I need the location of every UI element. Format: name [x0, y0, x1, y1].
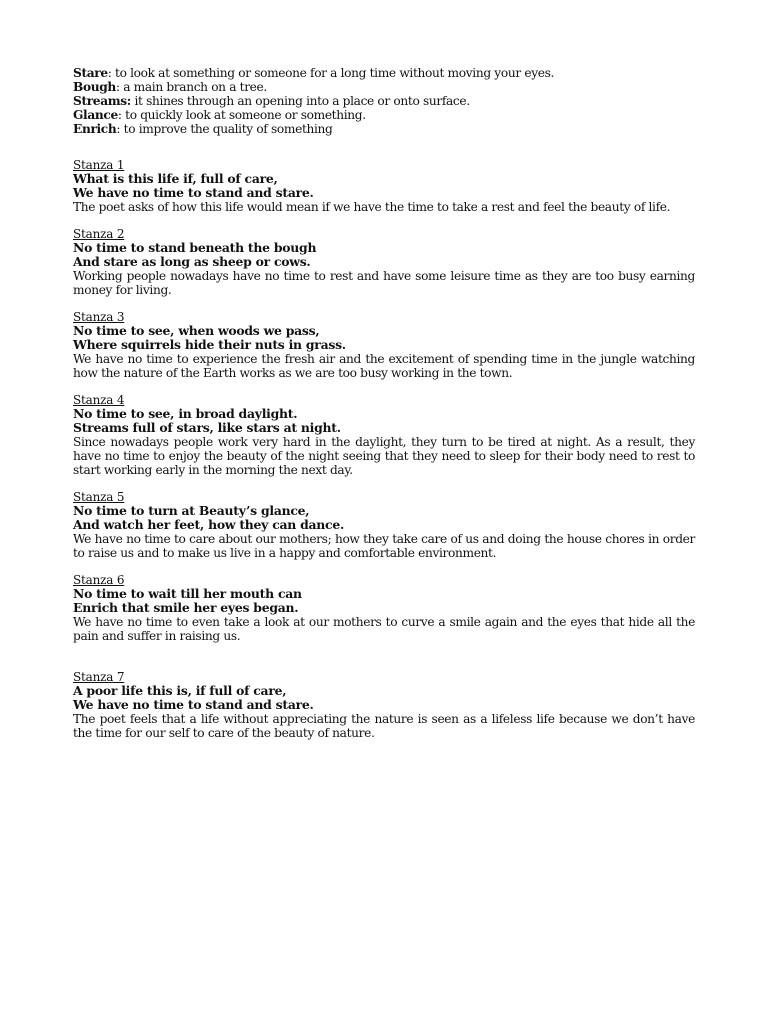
stanza-heading: Stanza 4	[73, 393, 125, 407]
verse-line: Streams full of stars, like stars at night.	[73, 420, 341, 435]
stanza-explanation: The poet asks of how this life would mean if we have the time to take a rest and feel the beauty of life.	[73, 200, 671, 214]
verse-line: No time to see, in broad daylight.	[73, 406, 298, 421]
vocab-term: Enrich	[73, 122, 117, 136]
stanza-heading: Stanza 5	[73, 490, 125, 504]
vocab-definition: : to quickly look at someone or something.	[117, 108, 366, 122]
vocab-definition: it shines through an opening into a place or onto surface.	[130, 94, 470, 108]
vocab-term: Streams:	[73, 94, 131, 108]
verse-line: A poor life this is, if full of care,	[73, 683, 287, 698]
verse-line: We have no time to stand and stare.	[73, 185, 314, 200]
verse-line: And watch her feet, how they can dance.	[73, 517, 345, 532]
stanza-heading: Stanza 2	[73, 227, 125, 241]
verse-line: No time to stand beneath the bough	[73, 240, 317, 255]
stanza-heading: Stanza 6	[73, 573, 125, 587]
stanza-heading: Stanza 7	[73, 670, 125, 684]
stanza-6	[73, 573, 695, 643]
verse-line: And stare as long as sheep or cows.	[73, 254, 311, 269]
vocab-item-bough	[73, 80, 695, 94]
verse-line: No time to turn at Beauty’s glance,	[73, 503, 310, 518]
stanza-7	[73, 670, 695, 740]
verse-line: Where squirrels hide their nuts in grass.	[73, 337, 346, 352]
vocab-item-stare	[73, 66, 695, 80]
stanza-explanation: Since nowadays people work very hard in the daylight, they turn to be tired at night. As a result, they have no time to enjoy the beauty of the night seeing that they need to sleep for their body need to rest to start working early in the morning the next day.	[73, 435, 695, 477]
stanza-heading: Stanza 1	[73, 158, 125, 172]
stanza-1	[73, 158, 695, 214]
verse-line: No time to wait till her mouth can	[73, 586, 302, 601]
stanza-4	[73, 393, 695, 477]
verse-line: What is this life if, full of care,	[73, 171, 278, 186]
verse-line: We have no time to stand and stare.	[73, 697, 314, 712]
vocab-definition: : a main branch on a tree.	[115, 80, 267, 94]
vocab-item-enrich	[73, 122, 695, 136]
stanza-2	[73, 227, 695, 297]
vocab-term: Glance	[73, 108, 118, 122]
vocab-item-glance	[73, 108, 695, 122]
vocab-term: Stare	[73, 66, 108, 80]
stanza-5	[73, 490, 695, 560]
stanza-explanation: Working people nowadays have no time to rest and have some leisure time as they are too busy earning money for living.	[73, 269, 695, 297]
stanza-explanation: We have no time to even take a look at our mothers to curve a smile again and the eyes that hide all the pain and suffer in raising us.	[73, 615, 695, 643]
vocabulary-list	[73, 66, 695, 136]
vocab-term: Bough	[73, 80, 116, 94]
stanza-heading: Stanza 3	[73, 310, 125, 324]
vocab-item-streams	[73, 94, 695, 108]
stanza-explanation: The poet feels that a life without appreciating the nature is seen as a lifeless life because we don’t have the time for our self to care of the beauty of nature.	[73, 712, 695, 740]
verse-line: No time to see, when woods we pass,	[73, 323, 320, 338]
document-page	[73, 66, 695, 740]
stanza-3	[73, 310, 695, 380]
stanza-explanation: We have no time to experience the fresh air and the excitement of spending time in the jungle watching how the nature of the Earth works as we are too busy working in the town.	[73, 352, 695, 380]
vocab-definition: : to look at something or someone for a long time without moving your eyes.	[107, 66, 555, 80]
stanza-explanation: We have no time to care about our mothers; how they take care of us and doing the house chores in order to raise us and to make us live in a happy and comfortable environment.	[73, 532, 695, 560]
vocab-definition: : to improve the quality of something	[116, 122, 333, 136]
verse-line: Enrich that smile her eyes began.	[73, 600, 299, 615]
